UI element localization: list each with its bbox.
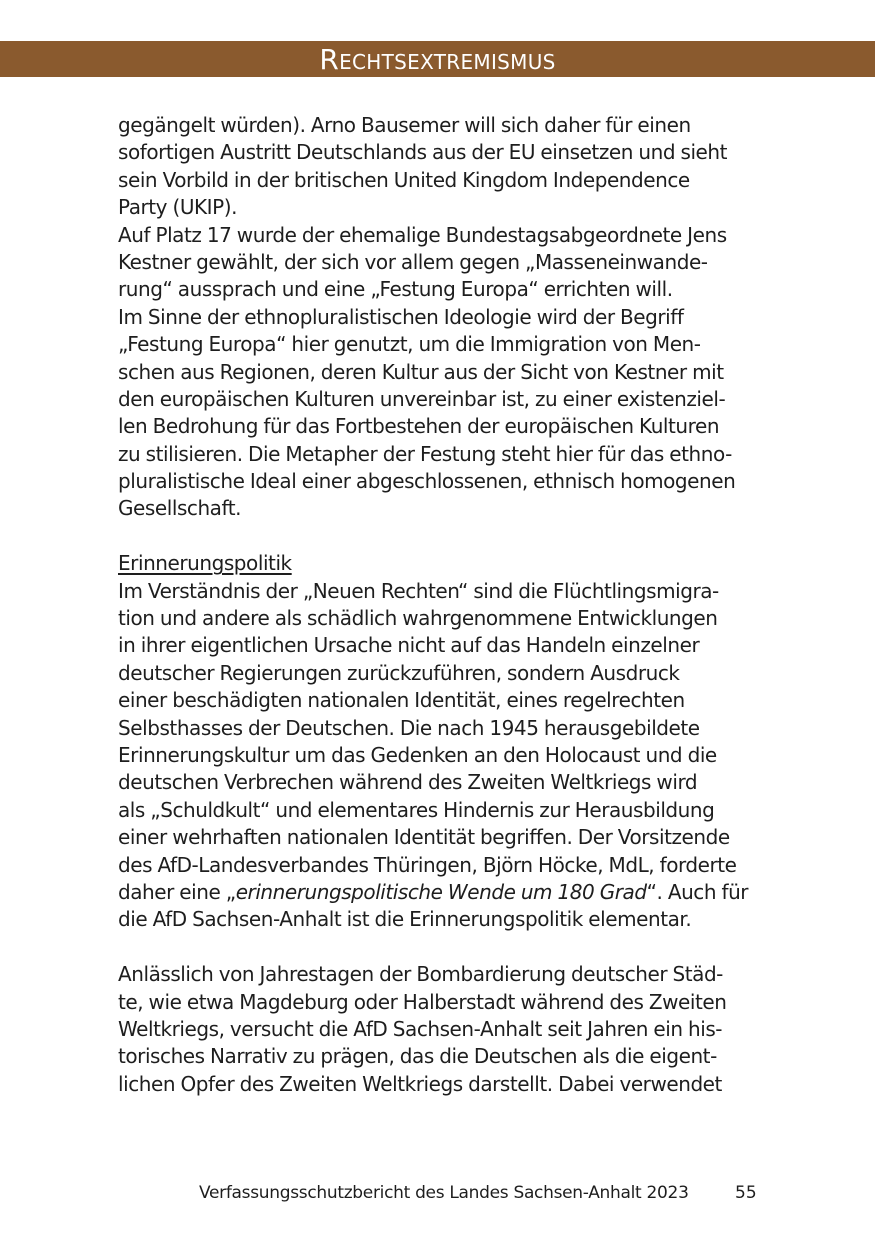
paragraph-spacer bbox=[118, 523, 768, 550]
text-line: Gesellschaft. bbox=[118, 496, 242, 521]
text-line: Auf Platz 17 wurde der ehemalige Bundestagsabgeordnete Jens bbox=[118, 222, 727, 247]
text-line: gegängelt würden). Arno Bausemer will sich daher für einen bbox=[118, 113, 691, 137]
text-line: Erinnerungskultur um das Gedenken an den Holocaust und die bbox=[118, 742, 717, 767]
text-line: Party (UKIP). bbox=[118, 195, 238, 220]
text-line: sein Vorbild in der britischen United Kingdom Independence bbox=[118, 167, 690, 192]
text-line: deutscher Regierungen zurückzuführen, sondern Ausdruck bbox=[118, 660, 680, 685]
quote-prefix: daher eine „ bbox=[118, 879, 236, 904]
text-line: torisches Narrativ zu prägen, das die Deutschen als die eigent- bbox=[118, 1044, 717, 1069]
text-line: schen aus Regionen, deren Kultur aus der Sicht von Kestner mit bbox=[118, 359, 724, 384]
text-line: len Bedrohung für das Fortbestehen der europäischen Kulturen bbox=[118, 414, 720, 439]
text-line: einer wehrhaften nationalen Identität begriffen. Der Vorsitzende bbox=[118, 825, 730, 850]
paragraph-spacer bbox=[118, 934, 768, 961]
text-line: „Festung Europa“ hier genutzt, um die Immigration von Men- bbox=[118, 332, 701, 357]
text-line: tion und andere als schädlich wahrgenommene Entwicklungen bbox=[118, 606, 718, 631]
text-line: einer beschädigten nationalen Identität, eines regelrechten bbox=[118, 688, 685, 713]
text-line: Kestner gewählt, der sich vor allem gegen „Masseneinwande- bbox=[118, 249, 708, 274]
quote-line bbox=[118, 879, 768, 906]
text-line: die AfD Sachsen-Anhalt ist die Erinnerungspolitik elementar. bbox=[118, 907, 692, 932]
text-line: Weltkriegs, versucht die AfD Sachsen-Anhalt seit Jahren ein his- bbox=[118, 1016, 723, 1041]
text-line: Selbsthasses der Deutschen. Die nach 1945 herausgebildete bbox=[118, 715, 700, 740]
text-line: lichen Opfer des Zweiten Weltkriegs darstellt. Dabei verwendet bbox=[118, 1071, 722, 1096]
text-line: te, wie etwa Magdeburg oder Halberstadt während des Zweiten bbox=[118, 989, 727, 1014]
running-header-title: Rechtsextremismus bbox=[319, 43, 556, 76]
text-line: rung“ aussprach und eine „Festung Europa“ errichten will. bbox=[118, 277, 673, 302]
footer-title: Verfassungsschutzbericht des Landes Sachsen-Anhalt 2023 bbox=[199, 1183, 689, 1203]
quote-italic: erinnerungspolitische Wende um 180 Grad bbox=[235, 879, 647, 904]
text-line: pluralistische Ideal einer abgeschlossenen, ethnisch homogenen bbox=[118, 469, 736, 494]
text-line: Anlässlich von Jahrestagen der Bombardierung deutscher Städ- bbox=[118, 962, 723, 987]
paragraph-bombardierung bbox=[118, 961, 768, 1098]
text-line: als „Schuldkult“ und elementares Hindernis zur Herausbildung bbox=[118, 797, 715, 822]
quote-suffix: “. Auch für bbox=[646, 879, 749, 904]
text-line: deutschen Verbrechen während des Zweiten Weltkriegs wird bbox=[118, 770, 698, 795]
text-line: sofortigen Austritt Deutschlands aus der EU einsetzen und sieht bbox=[118, 140, 728, 165]
page-number: 55 bbox=[735, 1183, 757, 1203]
paragraph-eu-and-kestner bbox=[118, 112, 768, 523]
running-header bbox=[0, 41, 875, 77]
paragraph-erinnerungspolitik bbox=[118, 578, 768, 934]
text-line: zu stilisieren. Die Metapher der Festung steht hier für das ethno- bbox=[118, 441, 732, 466]
section-heading: Erinnerungspolitik bbox=[118, 551, 292, 576]
page-body bbox=[118, 112, 768, 1098]
text-line: Im Sinne der ethnopluralistischen Ideologie wird der Begriff bbox=[118, 304, 684, 329]
text-line: den europäischen Kulturen unvereinbar ist, zu einer existenziel- bbox=[118, 386, 726, 411]
text-line: Im Verständnis der „Neuen Rechten“ sind die Flüchtlingsmigra- bbox=[118, 578, 719, 603]
text-line: in ihrer eigentlichen Ursache nicht auf das Handeln einzelner bbox=[118, 633, 700, 658]
text-line: des AfD-Landesverbandes Thüringen, Björn Höcke, MdL, forderte bbox=[118, 852, 737, 877]
